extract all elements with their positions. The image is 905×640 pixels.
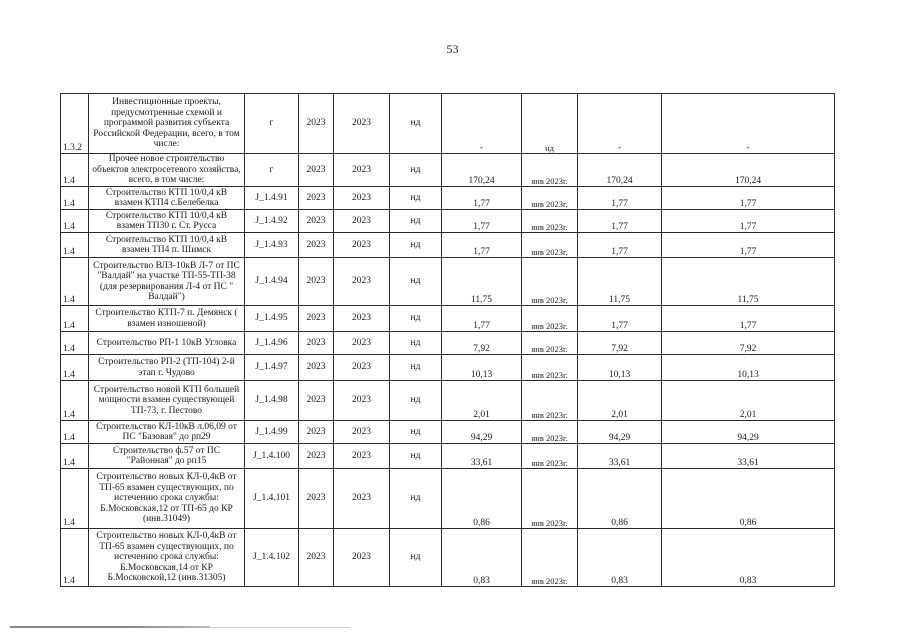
row-number: 1.4 bbox=[61, 233, 89, 258]
start-year: 2023 bbox=[299, 444, 334, 469]
table-row bbox=[61, 187, 835, 210]
project-code: J_1.4.94 bbox=[245, 258, 299, 306]
table-row bbox=[61, 421, 835, 444]
price-date: янв 2023г. bbox=[522, 154, 578, 187]
end-year: 2023 bbox=[334, 233, 390, 258]
price-date: янв 2023г. bbox=[522, 421, 578, 444]
project-code: J_1.4.96 bbox=[245, 332, 299, 355]
row-number: 1.4 bbox=[61, 258, 89, 306]
start-year: 2023 bbox=[299, 469, 334, 529]
cost-value-2: 2,01 bbox=[578, 381, 662, 421]
cost-value-3: 2,01 bbox=[662, 381, 835, 421]
scan-edge-line-faint bbox=[210, 627, 350, 628]
nd-value: нд bbox=[390, 154, 442, 187]
start-year: 2023 bbox=[299, 233, 334, 258]
start-year: 2023 bbox=[299, 210, 334, 233]
nd-value: нд bbox=[390, 332, 442, 355]
table-row bbox=[61, 469, 835, 529]
project-name: Строительство КЛ-10кВ л.06,09 от ПС "Базовая" до рп29 bbox=[89, 421, 245, 444]
project-code: г bbox=[245, 154, 299, 187]
row-number: 1.4 bbox=[61, 469, 89, 529]
project-name: Прочее новое строительство объектов электросетевого хозяйства, всего, в том числе: bbox=[89, 154, 245, 187]
end-year: 2023 bbox=[334, 421, 390, 444]
price-date: нд bbox=[522, 94, 578, 154]
project-name: Строительство новых КЛ-0,4кВ от ТП-65 взамен существующих, по истечению срока службы: Б.Московская,12 от ТП-65 до КР (инв.31049) bbox=[89, 469, 245, 529]
table-row bbox=[61, 381, 835, 421]
project-name: Строительство КТП 10/0,4 кВ взамен КТП4 с.Белебелка bbox=[89, 187, 245, 210]
end-year: 2023 bbox=[334, 529, 390, 587]
price-date: янв 2023г. bbox=[522, 381, 578, 421]
nd-value: нд bbox=[390, 233, 442, 258]
price-date: янв 2023г. bbox=[522, 233, 578, 258]
cost-value: 1,77 bbox=[442, 306, 522, 332]
nd-value: нд bbox=[390, 444, 442, 469]
price-date: янв 2023г. bbox=[522, 187, 578, 210]
cost-value-3: 0,83 bbox=[662, 529, 835, 587]
cost-value-3: 11,75 bbox=[662, 258, 835, 306]
project-code: J_1.4.98 bbox=[245, 381, 299, 421]
scan-edge-line bbox=[10, 626, 210, 628]
cost-value-3: 94,29 bbox=[662, 421, 835, 444]
row-number: 1.4 bbox=[61, 529, 89, 587]
nd-value: нд bbox=[390, 421, 442, 444]
table-row bbox=[61, 306, 835, 332]
end-year: 2023 bbox=[334, 469, 390, 529]
nd-value: нд bbox=[390, 381, 442, 421]
cost-value-3: 10,13 bbox=[662, 355, 835, 381]
project-code: J_1.4.99 bbox=[245, 421, 299, 444]
cost-value: 11,75 bbox=[442, 258, 522, 306]
start-year: 2023 bbox=[299, 355, 334, 381]
cost-value-3: 1,77 bbox=[662, 306, 835, 332]
cost-value: 94,29 bbox=[442, 421, 522, 444]
project-name: Строительство КТП 10/0,4 кВ взамен ТП30 г. Ст. Русса bbox=[89, 210, 245, 233]
cost-value-2: 1,77 bbox=[578, 306, 662, 332]
cost-value-2: 94,29 bbox=[578, 421, 662, 444]
project-code: г bbox=[245, 94, 299, 154]
nd-value: нд bbox=[390, 306, 442, 332]
cost-value-2: 7,92 bbox=[578, 332, 662, 355]
cost-value-2: 0,83 bbox=[578, 529, 662, 587]
nd-value: нд bbox=[390, 355, 442, 381]
cost-value: 1,77 bbox=[442, 210, 522, 233]
project-code: J_1.4.100 bbox=[245, 444, 299, 469]
nd-value: нд bbox=[390, 529, 442, 587]
project-name: Строительство новых КЛ-0,4кВ от ТП-65 взамен существующих, по истечению срока службы: Б.Московская,14 от КР Б.Московской,12 (инв.31305) bbox=[89, 529, 245, 587]
cost-value-3: 1,77 bbox=[662, 187, 835, 210]
nd-value: нд bbox=[390, 258, 442, 306]
cost-value-2: 170,24 bbox=[578, 154, 662, 187]
page-number: 53 bbox=[446, 42, 459, 56]
row-number: 1.4 bbox=[61, 154, 89, 187]
table-row bbox=[61, 154, 835, 187]
project-code: J_1.4.101 bbox=[245, 469, 299, 529]
project-code: J_1.4.93 bbox=[245, 233, 299, 258]
price-date: янв 2023г. bbox=[522, 444, 578, 469]
price-date: янв 2023г. bbox=[522, 210, 578, 233]
start-year: 2023 bbox=[299, 421, 334, 444]
start-year: 2023 bbox=[299, 154, 334, 187]
table-row bbox=[61, 210, 835, 233]
project-name: Строительство ф.57 от ПС "Районная" до рп15 bbox=[89, 444, 245, 469]
cost-value-2: 1,77 bbox=[578, 233, 662, 258]
table-row bbox=[61, 233, 835, 258]
start-year: 2023 bbox=[299, 94, 334, 154]
row-number: 1.4 bbox=[61, 210, 89, 233]
cost-value-2: 1,77 bbox=[578, 187, 662, 210]
nd-value: нд bbox=[390, 187, 442, 210]
end-year: 2023 bbox=[334, 306, 390, 332]
cost-value: 0,86 bbox=[442, 469, 522, 529]
end-year: 2023 bbox=[334, 381, 390, 421]
cost-value: 33,61 bbox=[442, 444, 522, 469]
cost-value-2: 33,61 bbox=[578, 444, 662, 469]
project-name: Строительство ВЛЗ-10кВ Л-7 от ПС "Валдай" на участке ТП-55-ТП-38 (для резервирования Л-4 от ПС " Валдай") bbox=[89, 258, 245, 306]
project-code: J_1.4.92 bbox=[245, 210, 299, 233]
price-date: янв 2023г. bbox=[522, 258, 578, 306]
project-name: Инвестиционные проекты, предусмотренные схемой и программой развития субъекта Российской Федерации, всего, в том числе: bbox=[89, 94, 245, 154]
project-name: Строительство КТП 10/0,4 кВ взамен ТП4 п. Шимск bbox=[89, 233, 245, 258]
cost-value-3: 0,86 bbox=[662, 469, 835, 529]
cost-value-2: 11,75 bbox=[578, 258, 662, 306]
start-year: 2023 bbox=[299, 187, 334, 210]
start-year: 2023 bbox=[299, 306, 334, 332]
cost-value: 0,83 bbox=[442, 529, 522, 587]
cost-value: 10,13 bbox=[442, 355, 522, 381]
cost-value-3: 7,92 bbox=[662, 332, 835, 355]
table-row bbox=[61, 529, 835, 587]
cost-value-3: 1,77 bbox=[662, 233, 835, 258]
cost-value-3: 1,77 bbox=[662, 210, 835, 233]
project-code: J_1.4.97 bbox=[245, 355, 299, 381]
row-number: 1.4 bbox=[61, 332, 89, 355]
price-date: янв 2023г. bbox=[522, 332, 578, 355]
row-number: 1.4 bbox=[61, 306, 89, 332]
row-number: 1.4 bbox=[61, 421, 89, 444]
investment-projects-table bbox=[60, 93, 835, 587]
end-year: 2023 bbox=[334, 187, 390, 210]
price-date: янв 2023г. bbox=[522, 355, 578, 381]
row-number: 1.4 bbox=[61, 381, 89, 421]
nd-value: нд bbox=[390, 94, 442, 154]
row-number: 1.4 bbox=[61, 355, 89, 381]
project-name: Строительство РП-1 10кВ Угловка bbox=[89, 332, 245, 355]
project-code: J_1.4.102 bbox=[245, 529, 299, 587]
cost-value-2: 0,86 bbox=[578, 469, 662, 529]
cost-value-2: - bbox=[578, 94, 662, 154]
end-year: 2023 bbox=[334, 355, 390, 381]
start-year: 2023 bbox=[299, 332, 334, 355]
row-number: 1.4 bbox=[61, 187, 89, 210]
project-code: J_1.4.95 bbox=[245, 306, 299, 332]
price-date: янв 2023г. bbox=[522, 529, 578, 587]
cost-value: 1,77 bbox=[442, 187, 522, 210]
project-code: J_1.4.91 bbox=[245, 187, 299, 210]
table-row bbox=[61, 355, 835, 381]
cost-value: 1,77 bbox=[442, 233, 522, 258]
cost-value-3: 170,24 bbox=[662, 154, 835, 187]
cost-value-3: - bbox=[662, 94, 835, 154]
price-date: янв 2023г. bbox=[522, 469, 578, 529]
project-name: Строительство РП-2 (ТП-104) 2-й этап г. Чудово bbox=[89, 355, 245, 381]
cost-value: 2,01 bbox=[442, 381, 522, 421]
start-year: 2023 bbox=[299, 529, 334, 587]
end-year: 2023 bbox=[334, 444, 390, 469]
cost-value-2: 1,77 bbox=[578, 210, 662, 233]
end-year: 2023 bbox=[334, 258, 390, 306]
end-year: 2023 bbox=[334, 154, 390, 187]
nd-value: нд bbox=[390, 469, 442, 529]
project-name: Строительство КТП-7 п. Демянск ( взамен изношеной) bbox=[89, 306, 245, 332]
end-year: 2023 bbox=[334, 332, 390, 355]
table-row bbox=[61, 94, 835, 154]
cost-value: 7,92 bbox=[442, 332, 522, 355]
table-row bbox=[61, 444, 835, 469]
start-year: 2023 bbox=[299, 258, 334, 306]
cost-value-3: 33,61 bbox=[662, 444, 835, 469]
cost-value: - bbox=[442, 94, 522, 154]
start-year: 2023 bbox=[299, 381, 334, 421]
nd-value: нд bbox=[390, 210, 442, 233]
table-row bbox=[61, 332, 835, 355]
price-date: янв 2023г. bbox=[522, 306, 578, 332]
table-row bbox=[61, 258, 835, 306]
project-name: Строительство новой КТП большей мощности взамен существующей ТП-73, г. Пестово bbox=[89, 381, 245, 421]
row-number: 1.4 bbox=[61, 444, 89, 469]
cost-value: 170,24 bbox=[442, 154, 522, 187]
end-year: 2023 bbox=[334, 210, 390, 233]
row-number: 1.3.2 bbox=[61, 94, 89, 154]
end-year: 2023 bbox=[334, 94, 390, 154]
cost-value-2: 10,13 bbox=[578, 355, 662, 381]
